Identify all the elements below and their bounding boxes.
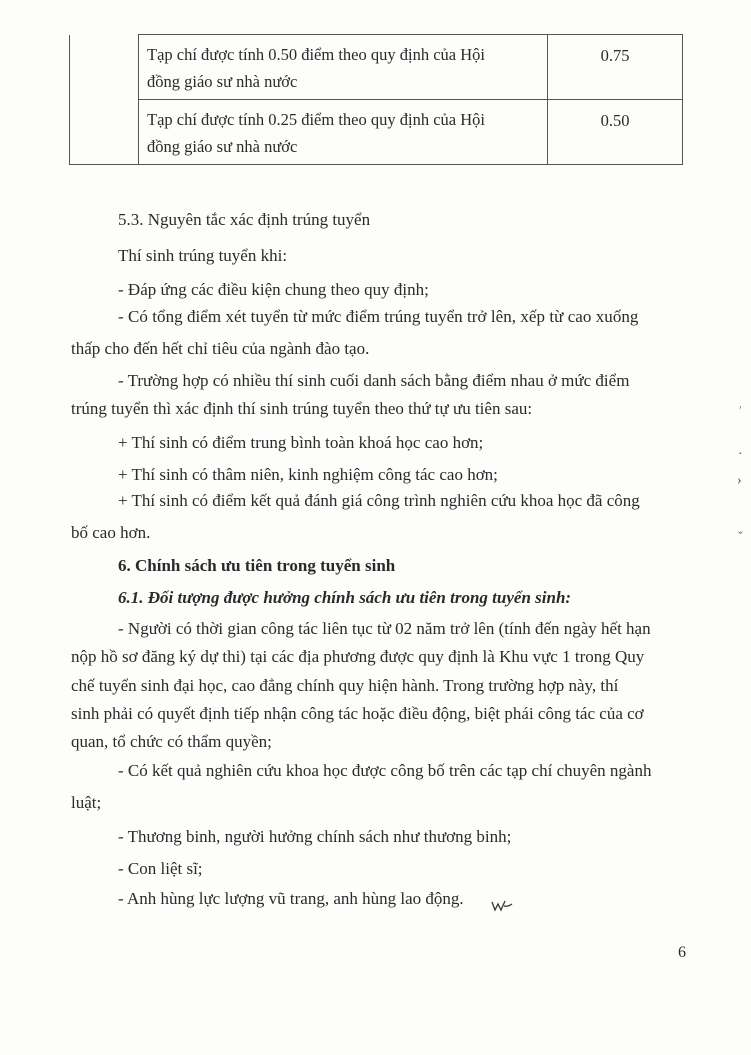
table-empty-cell: [70, 35, 139, 165]
paragraph-line: bố cao hơn.: [71, 523, 151, 542]
table-value-cell: 0.75: [548, 35, 683, 100]
paragraph-line: thấp cho đến hết chỉ tiêu của ngành đào tạo.: [71, 339, 370, 358]
initials-signature-icon: [491, 898, 513, 912]
section-heading-5-3: 5.3. Nguyên tắc xác định trúng tuyển: [118, 210, 371, 229]
section-heading-6-1: 6.1. Đối tượng được hưởng chính sách ưu tiên trong tuyển sinh:: [118, 588, 572, 607]
list-item: - Có tổng điểm xét tuyển từ mức điểm trúng tuyển trở lên, xếp từ cao xuống: [118, 307, 639, 326]
list-item: + Thí sinh có điểm trung bình toàn khoá học cao hơn;: [118, 433, 484, 452]
list-item: - Anh hùng lực lượng vũ trang, anh hùng lao động.: [118, 889, 464, 908]
paragraph-line: sinh phải có quyết định tiếp nhận công tác hoặc điều động, biệt phái công tác của cơ: [71, 704, 644, 723]
list-item: - Đáp ứng các điều kiện chung theo quy định;: [118, 280, 429, 299]
scan-artifact-icon: ·: [738, 447, 743, 462]
table-desc-cell: [139, 100, 548, 165]
paragraph-line: quan, tổ chức có thẩm quyền;: [71, 732, 272, 751]
paragraph-line: luật;: [71, 793, 102, 812]
score-table: [69, 34, 683, 165]
desc-line: Tạp chí được tính 0.25 điểm theo quy định của Hội: [147, 110, 485, 129]
paragraph-line: Thí sinh trúng tuyển khi:: [118, 246, 288, 265]
desc-line: đồng giáo sư nhà nước: [147, 72, 298, 91]
page-number: 6: [678, 944, 686, 961]
list-item: - Trường hợp có nhiều thí sinh cuối danh sách bằng điểm nhau ở mức điểm: [118, 371, 630, 390]
scan-artifact-icon: ›: [737, 473, 742, 488]
list-item: - Người có thời gian công tác liên tục từ 02 năm trở lên (tính đến ngày hết hạn: [118, 619, 651, 638]
scan-artifact-icon: ˇ: [738, 530, 743, 545]
table-row: [70, 100, 683, 165]
paragraph-line: trúng tuyển thì xác định thí sinh trúng tuyển theo thứ tự ưu tiên sau:: [71, 399, 533, 418]
list-item: - Có kết quả nghiên cứu khoa học được công bố trên các tạp chí chuyên ngành: [118, 761, 652, 780]
list-item: - Thương binh, người hưởng chính sách như thương binh;: [118, 827, 512, 846]
paragraph-line: nộp hồ sơ đăng ký dự thi) tại các địa phương được quy định là Khu vực 1 trong Quy: [71, 647, 645, 666]
list-item: + Thí sinh có thâm niên, kinh nghiệm công tác cao hơn;: [118, 465, 498, 484]
paragraph-line: chế tuyển sinh đại học, cao đẳng chính quy hiện hành. Trong trường hợp này, thí: [71, 676, 619, 695]
table-desc-cell: [139, 35, 548, 100]
list-item: - Con liệt sĩ;: [118, 859, 203, 878]
list-item: + Thí sinh có điểm kết quả đánh giá công trình nghiên cứu khoa học đã công: [118, 491, 640, 510]
desc-line: Tạp chí được tính 0.50 điểm theo quy định của Hội: [147, 45, 485, 64]
table-row: [70, 35, 683, 100]
desc-line: đồng giáo sư nhà nước: [147, 137, 298, 156]
section-heading-6: 6. Chính sách ưu tiên trong tuyển sinh: [118, 556, 396, 575]
table-value-cell: 0.50: [548, 100, 683, 165]
scan-artifact-icon: ʾ: [738, 405, 743, 420]
